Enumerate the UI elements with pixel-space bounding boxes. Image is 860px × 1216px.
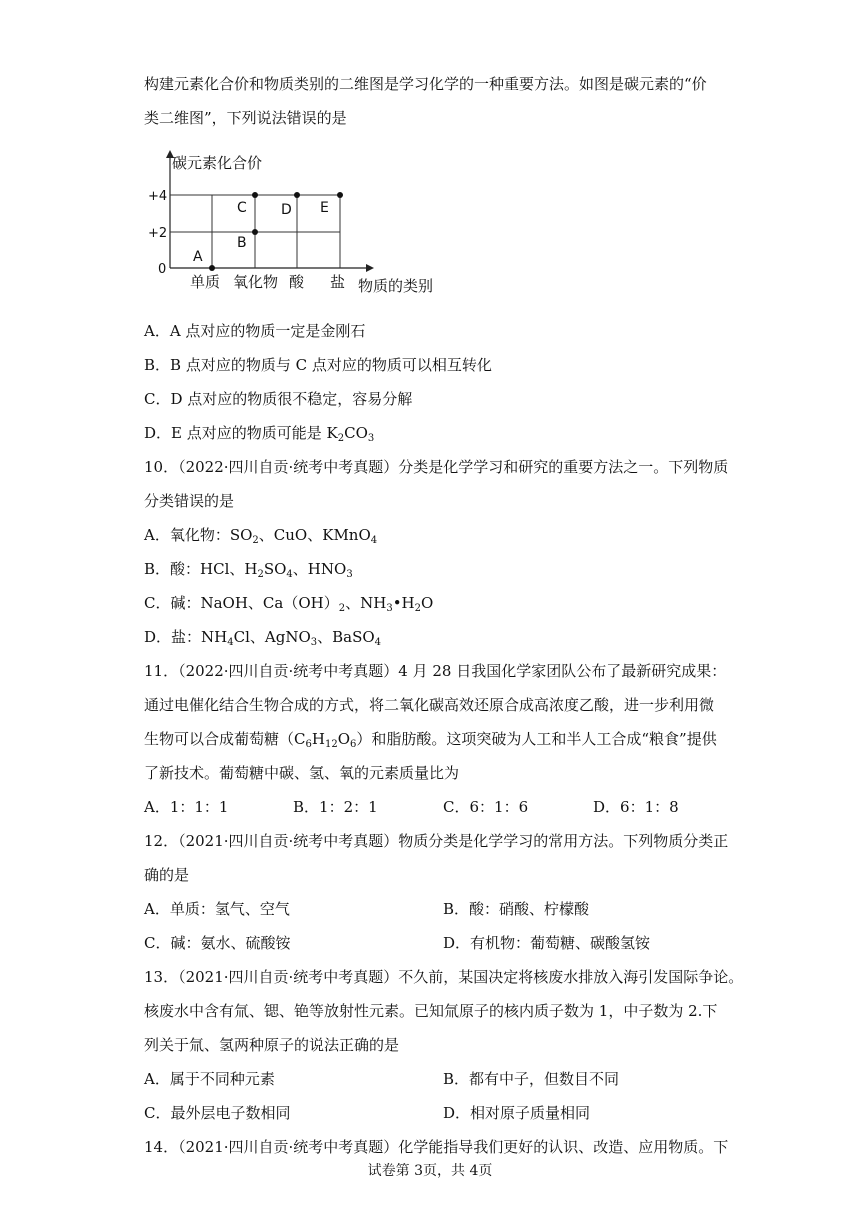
carbon-valence-chart <box>140 148 450 298</box>
question-11-option-c: C．6：1：6 <box>443 798 529 816</box>
question-10-stem-line1: 10．（2022·四川自贡·统考中考真题）分类是化学学习和研究的重要方法之一。下列物质 <box>144 458 729 476</box>
question-11-stem-line2: 通过电催化结合生物合成的方式，将二氧化碳高效还原合成高浓度乙酸，进一步利用微 <box>144 696 715 714</box>
question-11-stem-line3: 生物可以合成葡萄糖$(C_6H_{12}O_6)$和脂肪酸。这项突破为人工和半人工合成“粮食”提供 <box>144 730 717 750</box>
question-9-stem-line1: 构建元素化合价和物质类别的二维图是学习化学的一种重要方法。如图是碳元素的“价 <box>144 75 707 93</box>
point-e <box>337 192 343 198</box>
question-10-option-d: D．盐：$NH_4Cl$、AgNO$_3$、BaSO$_4$ <box>144 628 382 648</box>
question-11-option-a: A．1：1：1 <box>144 798 229 816</box>
question-10-option-b: B．酸：HCl、$H_2SO_4$、$HNO_3$ <box>144 560 353 580</box>
question-13-option-c: C．最外层电子数相同 <box>144 1104 291 1122</box>
question-11-option-b: B．1：2：1 <box>293 798 378 816</box>
y-axis-title: 碳元素化合价 <box>172 154 263 172</box>
question-12-option-d: D．有机物：葡萄糖、碳酸氢铵 <box>443 934 651 952</box>
y-tick-plus4: +4 <box>148 189 168 204</box>
point-d <box>294 192 300 198</box>
page-footer: 试卷第 3页，共 4页 <box>367 1163 493 1179</box>
question-11-stem-line4: 了新技术。葡萄糖中碳、氢、氧的元素质量比为 <box>144 764 460 782</box>
question-9-option-c: C．D 点对应的物质很不稳定，容易分解 <box>144 390 413 408</box>
point-label-b: B <box>237 235 247 251</box>
x-category-elemental: 单质 <box>190 273 221 291</box>
question-10-option-c: C．碱：NaOH、$Ca(OH)_2$、$NH_3•H_2O$ <box>144 594 434 614</box>
question-13-stem-line1: 13．（2021·四川自贡·统考中考真题）不久前，某国决定将核废水排放入海引发国际争论。 <box>144 968 744 986</box>
question-12-stem-line2: 确的是 <box>144 866 190 884</box>
question-13-option-b: B．都有中子，但数目不同 <box>443 1070 620 1088</box>
question-11-option-d: D．6：1：8 <box>593 798 679 816</box>
point-label-e: E <box>320 200 329 216</box>
x-category-salt: 盐 <box>330 273 346 291</box>
question-12-option-b: B．酸：硝酸、柠檬酸 <box>443 900 590 918</box>
question-13-stem-line2: 核废水中含有氚、锶、铯等放射性元素。已知氚原子的核内质子数为 1，中子数为 2.下 <box>144 1002 718 1020</box>
question-9-stem-line2: 类二维图”，下列说法错误的是 <box>144 109 347 127</box>
question-13-option-a: A．属于不同种元素 <box>144 1070 275 1088</box>
question-13-option-d: D．相对原子质量相同 <box>443 1104 591 1122</box>
point-label-d: D <box>281 202 292 218</box>
question-9-option-d: D．E 点对应的物质可能是 $K_2CO_3$ <box>144 424 375 444</box>
question-13-stem-line3: 列关于氚、氢两种原子的说法正确的是 <box>144 1036 400 1054</box>
point-label-c: C <box>237 200 247 216</box>
question-12-option-c: C．碱：氨水、硫酸铵 <box>144 934 291 952</box>
y-tick-zero: 0 <box>158 262 167 277</box>
point-c <box>252 192 258 198</box>
question-11-stem-line1: 11．（2022·四川自贡·统考中考真题）4 月 28 日我国化学家团队公布了最新研究成果： <box>144 662 727 680</box>
question-10-option-a: A．氧化物：$SO_2$、CuO、KMnO$_4$ <box>144 526 378 546</box>
question-9-option-a: A．A 点对应的物质一定是金刚石 <box>144 322 366 340</box>
point-a <box>209 265 215 271</box>
question-12-option-a: A．单质：氢气、空气 <box>144 900 290 918</box>
x-category-acid: 酸 <box>289 273 305 291</box>
x-category-oxide: 氧化物 <box>233 273 279 291</box>
question-14-stem-line1: 14．（2021·四川自贡·统考中考真题）化学能指导我们更好的认识、改造、应用物质。下 <box>144 1138 729 1156</box>
point-label-a: A <box>193 249 203 265</box>
x-axis-title: 物质的类别 <box>358 277 434 295</box>
question-9-option-b: B．B 点对应的物质与 C 点对应的物质可以相互转化 <box>144 356 492 374</box>
x-axis-arrow <box>366 264 374 272</box>
point-b <box>252 229 258 235</box>
question-10-stem-line2: 分类错误的是 <box>144 492 235 510</box>
y-tick-plus2: +2 <box>148 226 168 241</box>
question-12-stem-line1: 12．（2021·四川自贡·统考中考真题）物质分类是化学学习的常用方法。下列物质分类正 <box>144 832 729 850</box>
